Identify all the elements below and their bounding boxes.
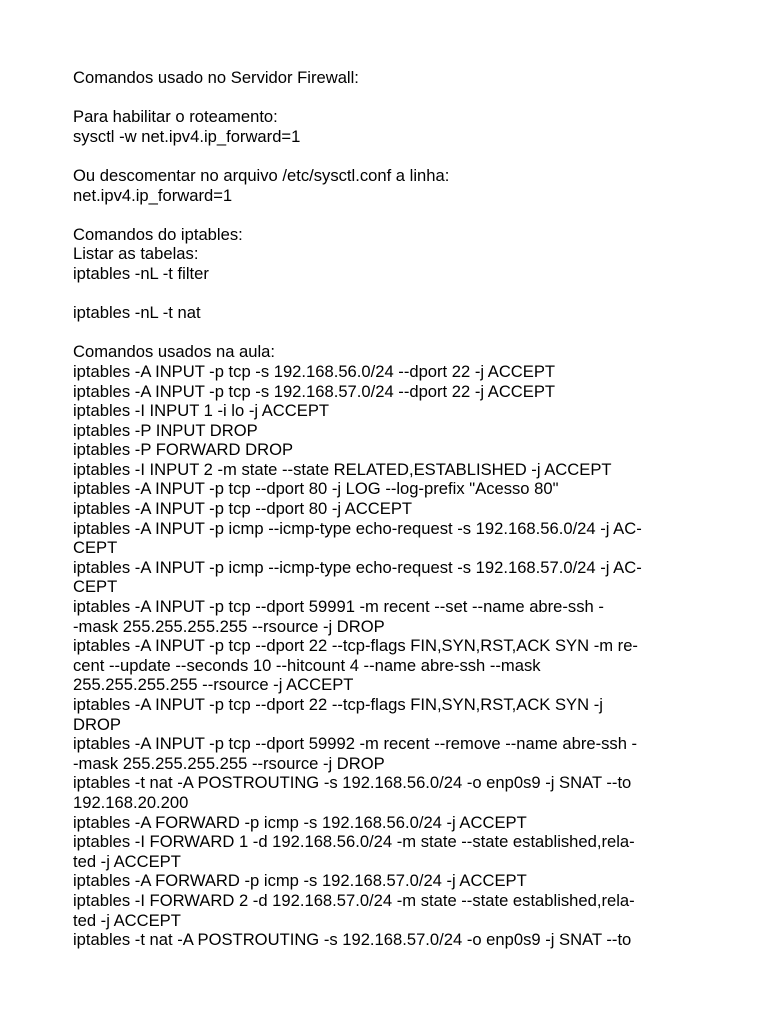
command-line: iptables -t nat -A POSTROUTING -s 192.168.56.0/24 -o enp0s9 -j SNAT --to bbox=[73, 773, 632, 793]
command-line: iptables -I INPUT 2 -m state --state RELATED,ESTABLISHED -j ACCEPT bbox=[73, 459, 612, 479]
command-line: iptables -A INPUT -p tcp -s 192.168.56.0/24 --dport 22 -j ACCEPT bbox=[73, 361, 556, 381]
command-line: 192.168.20.200 bbox=[73, 792, 189, 812]
command-line: iptables -nL -t nat bbox=[73, 303, 201, 323]
command-line: CEPT bbox=[73, 538, 118, 558]
blank-line bbox=[73, 205, 703, 225]
document-heading: Comandos usado no Servidor Firewall: bbox=[73, 68, 359, 87]
command-line: DROP bbox=[73, 714, 121, 734]
command-line: -mask 255.255.255.255 --rsource -j DROP bbox=[73, 753, 385, 773]
document-body bbox=[73, 68, 703, 950]
command-line: iptables -P FORWARD DROP bbox=[73, 440, 294, 460]
command-line: ted -j ACCEPT bbox=[73, 851, 181, 871]
text-line: Comandos usados na aula: bbox=[73, 342, 276, 362]
command-line: ted -j ACCEPT bbox=[73, 910, 181, 930]
command-line: iptables -A INPUT -p tcp --dport 59992 -m recent --remove --name abre-ssh - bbox=[73, 734, 638, 754]
command-line: 255.255.255.255 --rsource -j ACCEPT bbox=[73, 675, 354, 695]
command-line: net.ipv4.ip_forward=1 bbox=[73, 185, 233, 205]
command-line: iptables -A FORWARD -p icmp -s 192.168.56.0/24 -j ACCEPT bbox=[73, 812, 527, 832]
text-line: Ou descomentar no arquivo /etc/sysctl.conf a linha: bbox=[73, 165, 450, 185]
command-line: iptables -A INPUT -p tcp --dport 59991 -m recent --set --name abre-ssh - bbox=[73, 597, 604, 617]
text-line: Para habilitar o roteamento: bbox=[73, 107, 278, 127]
text-line: Listar as tabelas: bbox=[73, 244, 199, 264]
command-line: iptables -A INPUT -p icmp --icmp-type echo-request -s 192.168.57.0/24 -j AC- bbox=[73, 557, 642, 577]
command-line: iptables -A INPUT -p tcp --dport 22 --tcp-flags FIN,SYN,RST,ACK SYN -m re- bbox=[73, 636, 638, 656]
blank-line bbox=[73, 88, 703, 108]
command-line: iptables -A INPUT -p tcp --dport 80 -j ACCEPT bbox=[73, 499, 413, 519]
command-line: iptables -A INPUT -p tcp --dport 22 --tcp-flags FIN,SYN,RST,ACK SYN -j bbox=[73, 695, 603, 714]
command-line: iptables -A INPUT -p tcp -s 192.168.57.0/24 --dport 22 -j ACCEPT bbox=[73, 381, 556, 401]
command-line: iptables -I FORWARD 2 -d 192.168.57.0/24 -m state --state established,rela- bbox=[73, 890, 635, 910]
blank-line bbox=[73, 146, 703, 166]
command-line: iptables -A INPUT -p icmp --icmp-type echo-request -s 192.168.56.0/24 -j AC- bbox=[73, 518, 642, 538]
command-line: iptables -I FORWARD 1 -d 192.168.56.0/24 -m state --state established,rela- bbox=[73, 832, 635, 852]
command-line: iptables -t nat -A POSTROUTING -s 192.168.57.0/24 -o enp0s9 -j SNAT --to bbox=[73, 930, 632, 950]
command-line: -mask 255.255.255.255 --rsource -j DROP bbox=[73, 616, 385, 636]
command-line: iptables -A FORWARD -p icmp -s 192.168.57.0/24 -j ACCEPT bbox=[73, 871, 527, 891]
command-line: iptables -A INPUT -p tcp --dport 80 -j LOG --log-prefix "Acesso 80" bbox=[73, 479, 559, 499]
text-line: Comandos do iptables: bbox=[73, 224, 243, 244]
command-line: iptables -nL -t filter bbox=[73, 263, 209, 283]
command-line: iptables -I INPUT 1 -i lo -j ACCEPT bbox=[73, 401, 330, 421]
command-line: CEPT bbox=[73, 577, 118, 597]
command-line: sysctl -w net.ipv4.ip_forward=1 bbox=[73, 126, 301, 146]
command-line: cent --update --seconds 10 --hitcount 4 --name abre-ssh --mask bbox=[73, 655, 541, 675]
command-line: iptables -P INPUT DROP bbox=[73, 420, 258, 440]
blank-line bbox=[73, 284, 703, 304]
blank-line bbox=[73, 323, 703, 343]
